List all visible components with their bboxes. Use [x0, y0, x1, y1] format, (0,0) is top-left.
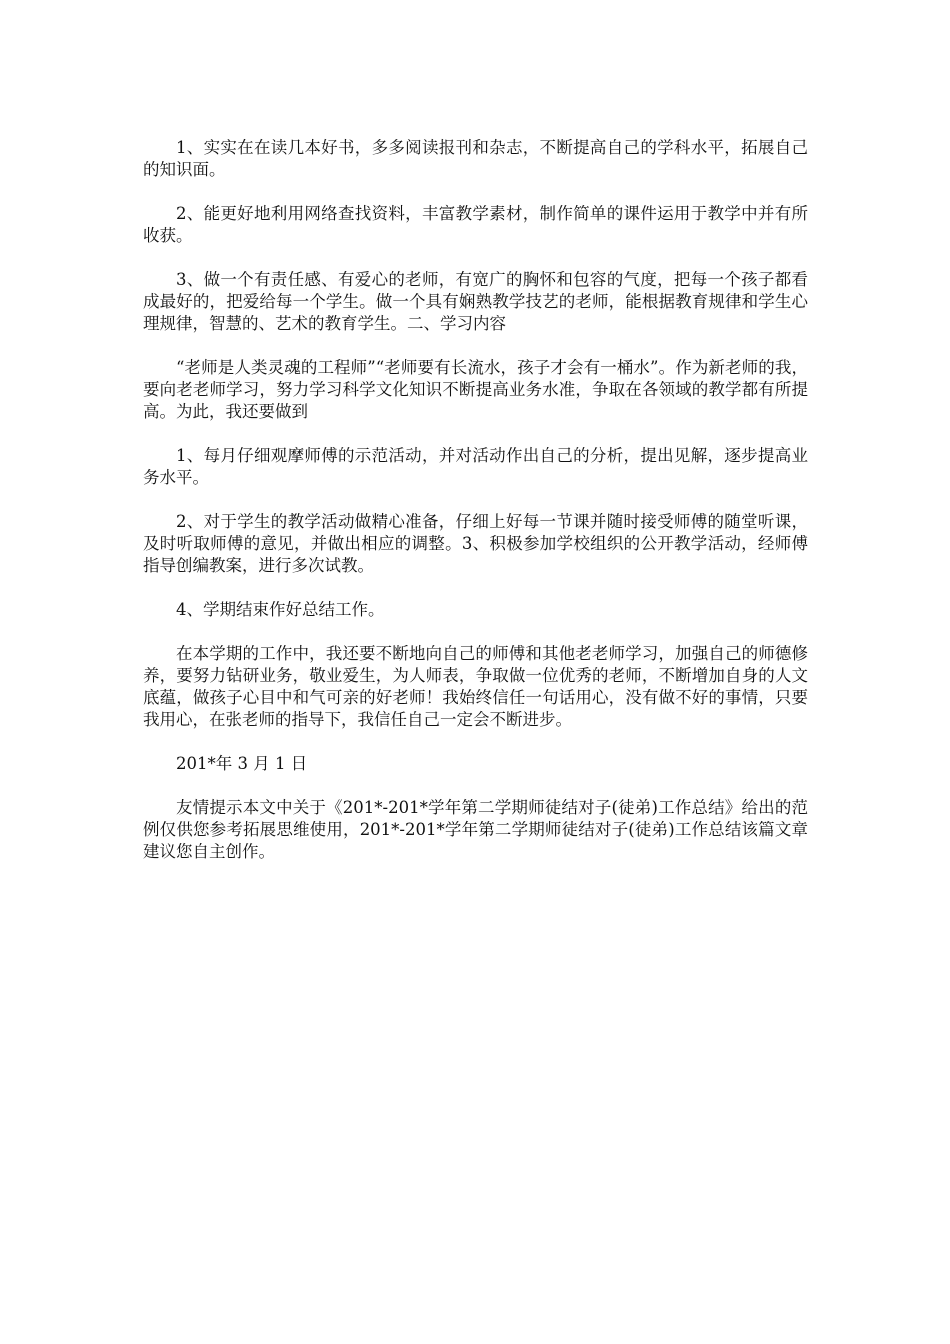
document-body: [143, 137, 808, 885]
paragraph-goal-network: 2、能更好地利用网络查找资料，丰富教学素材，制作简单的课件运用于教学中并有所收获。: [143, 204, 808, 245]
paragraph-notice: 友情提示本文中关于《201*-201*学年第二学期师徒结对子(徒弟)工作总结》给出的范例仅供您参考拓展思维使用，201*-201*学年第二学期师徒结对子(徒弟)工作总结该篇文章建议您自主创作。: [143, 798, 808, 861]
paragraph-date: 201*年 3 月 1 日: [176, 754, 308, 773]
paragraph-item-summary: 4、学期结束作好总结工作。: [176, 600, 385, 619]
paragraph-item-observe: 1、每月仔细观摩师傅的示范活动，并对活动作出自己的分析，提出见解，逐步提高业务水平。: [143, 446, 808, 487]
paragraph-item-prepare: 2、对于学生的教学活动做精心准备，仔细上好每一节课并随时接受师傅的随堂听课，及时听取师傅的意见，并做出相应的调整。3、积极参加学校组织的公开教学活动，经师傅指导创编教案，进行多次试教。: [143, 512, 808, 575]
paragraph-goal-reading: 1、实实在在读几本好书，多多阅读报刊和杂志，不断提高自己的学科水平，拓展自己的知识面。: [143, 138, 808, 179]
paragraph-learning-content: “老师是人类灵魂的工程师”“老师要有长流水，孩子才会有一桶水”。作为新老师的我，要向老老师学习，努力学习科学文化知识不断提高业务水准，争取在各领域的教学都有所提高。为此，我还要做到: [143, 358, 808, 421]
paragraph-goal-teacher: 3、做一个有责任感、有爱心的老师，有宽广的胸怀和包容的气度，把每一个孩子都看成最好的，把爱给每一个学生。做一个具有娴熟教学技艺的老师，能根据教育规律和学生心理规律，智慧的、艺术的教育学生。二、学习内容: [143, 270, 808, 333]
paragraph-conclusion: 在本学期的工作中，我还要不断地向自己的师傅和其他老老师学习，加强自己的师德修养，要努力钻研业务，敬业爱生，为人师表，争取做一位优秀的老师，不断增加自身的人文底蕴，做孩子心目中和气可亲的好老师！我始终信任一句话用心，没有做不好的事情，只要我用心，在张老师的指导下，我信任自己一定会不断进步。: [143, 644, 808, 729]
